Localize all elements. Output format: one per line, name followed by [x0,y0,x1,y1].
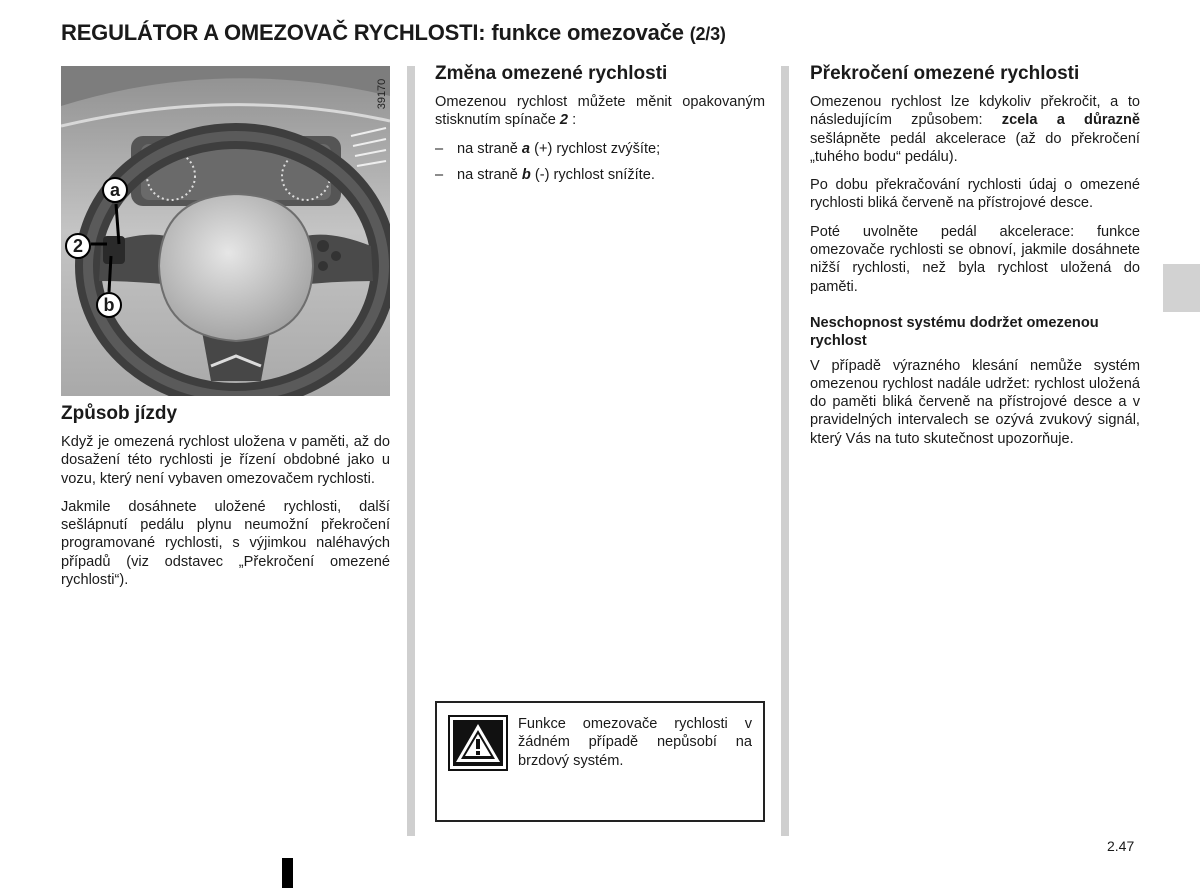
paragraph: Omezenou rychlost lze kdykoliv překročit, a to následujícím způsobem: zcela a důrazně sešlápněte pedál akcelerace (až do překročení „tuhého bodu“ pedálu). [810,94,1140,165]
section-heading-driving: Způsob jízdy [61,403,178,424]
dash-bullet: – [435,140,444,157]
switch-reference: 2 [559,112,569,129]
warning-box [435,701,765,822]
section-heading-change-speed: Změna omezené rychlosti [435,63,668,84]
column-divider [407,66,415,836]
paragraph: Omezenou rychlost můžete měnit opakovaným stisknutím spínače 2 : [435,94,765,129]
side-key-a: a [521,140,531,157]
paragraph: Poté uvolněte pedál akcelerace: funkce omezovače rychlosti se obnoví, jakmile dosáhnete nižší rychlosti, než byla rychlost uložená do paměti. [810,223,1140,295]
steering-wheel-illustration [61,66,390,396]
page-title [61,20,726,46]
column-2 [435,62,765,192]
page-number: 2.47 [1107,838,1135,854]
column-1 [61,402,390,599]
column-3 [810,62,1140,458]
paragraph: V případě výrazného klesání nemůže systém omezenou rychlost nadále udržet: rychlost uložená do paměti bliká červeně na přístrojové desce a v pravidelných intervalech se ozývá zvukový signál, který Vás na tuto skutečnost upozorňuje. [810,357,1140,447]
subheading-inability: Neschopnost systému dodržet omezenou rychlost [810,314,1099,350]
list-item: – na straně a (+) rychlost zvýšíte; [435,140,661,157]
warning-text: Funkce omezovače rychlosti v žádném případě nepůsobí na brzdový systém. [518,716,752,769]
print-mark [282,858,293,888]
title-main: REGULÁTOR A OMEZOVAČ RYCHLOSTI: funkce omezovače [61,20,684,45]
section-heading-exceed-speed: Překročení omezené rychlosti [810,63,1080,84]
dash-bullet: – [435,166,444,183]
warning-triangle-icon [448,715,508,771]
paragraph: Po dobu překračování rychlosti údaj o omezené rychlosti bliká červeně na přístrojové desce. [810,177,1140,212]
callout-2: 2 [65,233,91,259]
section-tab-marker [1163,264,1200,312]
callout-a: a [102,177,128,203]
steering-wheel-figure [61,66,390,396]
paragraph: Když je omezená rychlost uložena v paměti, až do dosažení této rychlosti je řízení obdobné jako u vozu, který není vybaven omezovačem rychlosti. [61,434,390,487]
paragraph: Jakmile dosáhnete uložené rychlosti, další sešlápnutí pedálu plynu neumožní překročení programované rychlosti, s výjimkou naléhavých případů (viz odstavec „Překročení omezené rychlosti“). [61,498,390,589]
list-item: – na straně b (-) rychlost snížíte. [435,166,655,183]
figure-number: 39170 [376,78,388,110]
callout-b: b [96,292,122,318]
column-divider [781,66,789,836]
title-part: (2/3) [689,24,726,44]
side-key-b: b [521,166,531,183]
